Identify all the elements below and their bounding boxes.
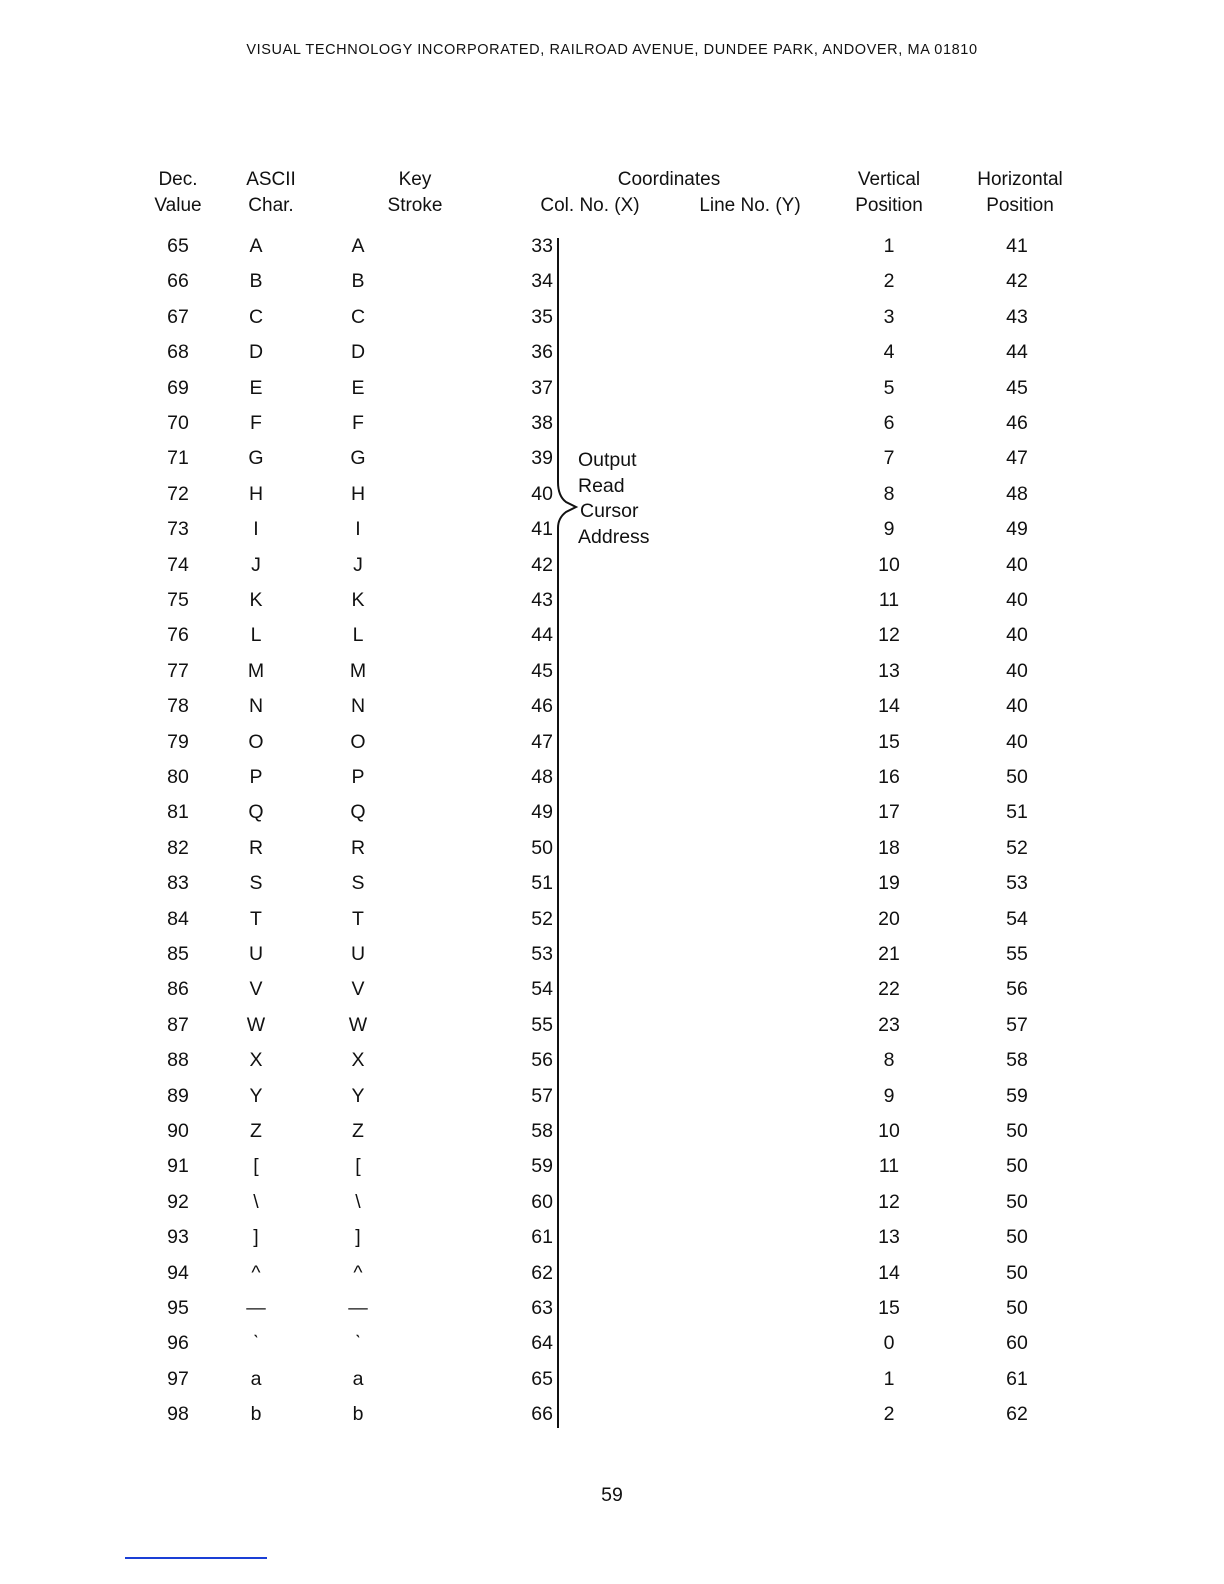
horizontal-position-cell: 50 <box>1006 1261 1028 1284</box>
vertical-position-cell: 1 <box>883 235 895 257</box>
dec-value-cell: 72 <box>167 482 189 505</box>
ascii-char-cell: Q <box>248 801 264 824</box>
col-no-cell: 59 <box>531 1155 553 1178</box>
ascii-char-cell: \ <box>253 1190 259 1213</box>
key-stroke-cell: S <box>351 872 365 895</box>
vertical-position-cell: 22 <box>878 978 900 1001</box>
key-stroke-cell: E <box>351 376 365 399</box>
header-horizontal-line1: Horizontal <box>977 169 1063 190</box>
dec-value-cell: 97 <box>167 1367 189 1390</box>
table-row <box>0 1114 1224 1149</box>
table-row <box>0 1326 1224 1361</box>
key-stroke-cell: — <box>348 1297 368 1319</box>
dec-value-cell: 91 <box>167 1155 189 1178</box>
col-no-cell: 40 <box>531 482 553 505</box>
dec-value-cell: 78 <box>167 695 189 718</box>
dec-value-cell: 98 <box>167 1403 189 1426</box>
ascii-char-cell: b <box>250 1403 262 1426</box>
footer-rule <box>125 1557 267 1559</box>
vertical-position-cell: 15 <box>878 1297 900 1319</box>
ascii-char-cell: T <box>250 907 262 930</box>
horizontal-position-cell: 46 <box>1006 412 1028 434</box>
col-no-cell: 39 <box>531 447 553 470</box>
table-row <box>0 300 1224 335</box>
brace-label-line2: Read <box>578 474 625 497</box>
col-no-cell: 49 <box>531 801 553 824</box>
table-row <box>0 760 1224 795</box>
table-row <box>0 937 1224 972</box>
header-dec-line2: Value <box>154 195 202 216</box>
horizontal-position-cell: 47 <box>1006 447 1028 470</box>
ascii-char-cell: K <box>249 589 263 611</box>
col-no-cell: 66 <box>531 1403 553 1426</box>
dec-value-cell: 79 <box>167 730 189 753</box>
horizontal-position-cell: 48 <box>1006 482 1028 505</box>
col-no-cell: 51 <box>531 872 553 895</box>
dec-value-cell: 89 <box>167 1084 189 1107</box>
key-stroke-cell: J <box>353 553 363 576</box>
ascii-char-cell: M <box>247 659 265 682</box>
vertical-position-cell: 3 <box>883 305 895 328</box>
brace-label <box>578 448 650 550</box>
ascii-char-cell: V <box>249 978 263 1001</box>
header-horizontal-position <box>955 167 1085 219</box>
key-stroke-cell: H <box>350 482 366 505</box>
key-stroke-cell: ^ <box>353 1261 363 1284</box>
table-row <box>0 1185 1224 1220</box>
horizontal-position-cell: 50 <box>1006 1297 1028 1319</box>
key-stroke-cell: b <box>352 1403 364 1426</box>
header-col-no: Col. No. (X) <box>540 195 640 216</box>
key-stroke-cell: ] <box>355 1226 361 1249</box>
table-row <box>0 866 1224 901</box>
horizontal-position-cell: 60 <box>1006 1332 1028 1355</box>
header-horizontal-line2: Position <box>986 195 1054 216</box>
horizontal-position-cell: 50 <box>1006 1120 1028 1142</box>
ascii-char-cell: F <box>250 412 262 434</box>
col-no-cell: 34 <box>531 270 553 293</box>
dec-value-cell: 70 <box>167 412 189 434</box>
col-no-cell: 56 <box>531 1049 553 1072</box>
table-row <box>0 1008 1224 1043</box>
horizontal-position-cell: 40 <box>1006 659 1028 682</box>
ascii-char-cell: O <box>248 730 264 753</box>
col-no-cell: 50 <box>531 836 553 859</box>
col-no-cell: 36 <box>531 341 553 364</box>
dec-value-cell: 69 <box>167 376 189 399</box>
horizontal-position-cell: 40 <box>1006 624 1028 647</box>
horizontal-position-cell: 58 <box>1006 1049 1028 1072</box>
ascii-char-cell: ] <box>253 1226 259 1249</box>
ascii-char-cell: P <box>249 766 263 788</box>
horizontal-position-cell: 50 <box>1006 766 1028 788</box>
dec-value-cell: 65 <box>167 235 189 257</box>
horizontal-position-cell: 40 <box>1006 730 1028 753</box>
dec-value-cell: 94 <box>167 1261 189 1284</box>
vertical-position-cell: 9 <box>883 518 895 541</box>
key-stroke-cell: T <box>352 907 364 930</box>
table-row <box>0 583 1224 618</box>
horizontal-position-cell: 42 <box>1006 270 1028 293</box>
vertical-position-cell: 11 <box>878 589 900 611</box>
table-row <box>0 1256 1224 1291</box>
table-row <box>0 1043 1224 1078</box>
table-row <box>0 1149 1224 1184</box>
table-row <box>0 371 1224 406</box>
dec-value-cell: 88 <box>167 1049 189 1072</box>
ascii-char-cell: W <box>246 1013 266 1036</box>
col-no-cell: 43 <box>531 589 553 611</box>
ascii-char-cell: E <box>249 376 263 399</box>
dec-value-cell: 96 <box>167 1332 189 1355</box>
header-vertical-position <box>834 167 944 219</box>
horizontal-position-cell: 43 <box>1006 305 1028 328</box>
ascii-char-cell: a <box>250 1367 262 1390</box>
brace-label-line4: Address <box>578 525 650 548</box>
bracket-line-top <box>557 238 559 482</box>
header-ascii-line2: Char. <box>248 195 294 216</box>
vertical-position-cell: 14 <box>878 695 900 718</box>
ascii-char-cell: S <box>249 872 263 895</box>
horizontal-position-cell: 50 <box>1006 1155 1028 1178</box>
header-line-no: Line No. (Y) <box>699 195 801 216</box>
vertical-position-cell: 8 <box>883 482 895 505</box>
vertical-position-cell: 23 <box>878 1013 900 1036</box>
dec-value-cell: 81 <box>167 801 189 824</box>
col-no-cell: 35 <box>531 305 553 328</box>
ascii-char-cell: L <box>250 624 262 647</box>
vertical-position-cell: 5 <box>883 376 895 399</box>
vertical-position-cell: 6 <box>883 412 895 434</box>
col-no-cell: 48 <box>531 766 553 788</box>
vertical-position-cell: 4 <box>883 341 895 364</box>
ascii-char-cell: C <box>248 305 264 328</box>
table-row <box>0 1291 1224 1326</box>
key-stroke-cell: R <box>350 836 366 859</box>
dec-value-cell: 68 <box>167 341 189 364</box>
table-row <box>0 654 1224 689</box>
vertical-position-cell: 16 <box>878 766 900 788</box>
ascii-char-cell: H <box>248 482 264 505</box>
horizontal-position-cell: 54 <box>1006 907 1028 930</box>
dec-value-cell: 67 <box>167 305 189 328</box>
vertical-position-cell: 2 <box>883 270 895 293</box>
key-stroke-cell: P <box>351 766 365 788</box>
key-stroke-cell: ˋ <box>354 1332 362 1355</box>
horizontal-position-cell: 40 <box>1006 553 1028 576</box>
page-header: VISUAL TECHNOLOGY INCORPORATED, RAILROAD AVENUE, DUNDEE PARK, ANDOVER, MA 01810 <box>246 42 978 58</box>
col-no-cell: 63 <box>531 1297 553 1319</box>
col-no-cell: 42 <box>531 553 553 576</box>
key-stroke-cell: W <box>348 1013 368 1036</box>
ascii-char-cell: G <box>248 447 264 470</box>
dec-value-cell: 75 <box>167 589 189 611</box>
ascii-char-cell: Z <box>250 1120 262 1142</box>
table-row <box>0 229 1224 264</box>
col-no-cell: 58 <box>531 1120 553 1142</box>
vertical-position-cell: 14 <box>878 1261 900 1284</box>
table-row <box>0 618 1224 653</box>
dec-value-cell: 92 <box>167 1190 189 1213</box>
table-row <box>0 548 1224 583</box>
ascii-char-cell: ˋ <box>252 1332 260 1355</box>
vertical-position-cell: 12 <box>878 1190 900 1213</box>
horizontal-position-cell: 51 <box>1006 801 1028 824</box>
key-stroke-cell: C <box>350 305 366 328</box>
vertical-position-cell: 1 <box>883 1367 895 1390</box>
horizontal-position-cell: 50 <box>1006 1226 1028 1249</box>
key-stroke-cell: L <box>352 624 364 647</box>
key-stroke-cell: M <box>349 659 367 682</box>
table-row <box>0 902 1224 937</box>
bracket-line-bottom <box>557 528 559 1428</box>
horizontal-position-cell: 44 <box>1006 341 1028 364</box>
key-stroke-cell: Z <box>352 1120 364 1142</box>
table-row <box>0 1079 1224 1114</box>
key-stroke-cell: Q <box>350 801 366 824</box>
table-row <box>0 795 1224 830</box>
ascii-char-cell: A <box>249 235 263 257</box>
dec-value-cell: 73 <box>167 518 189 541</box>
table-row <box>0 406 1224 441</box>
dec-value-cell: 82 <box>167 836 189 859</box>
vertical-position-cell: 9 <box>883 1084 895 1107</box>
key-stroke-cell: X <box>351 1049 365 1072</box>
key-stroke-cell: D <box>350 341 366 364</box>
key-stroke-cell: a <box>352 1367 364 1390</box>
col-no-cell: 65 <box>531 1367 553 1390</box>
header-key-line2: Stroke <box>387 195 443 216</box>
header-dec-value <box>128 167 228 219</box>
ascii-char-cell: D <box>248 341 264 364</box>
dec-value-cell: 80 <box>167 766 189 788</box>
dec-value-cell: 76 <box>167 624 189 647</box>
key-stroke-cell: B <box>351 270 365 293</box>
horizontal-position-cell: 53 <box>1006 872 1028 895</box>
dec-value-cell: 93 <box>167 1226 189 1249</box>
brace-label-line3: Cursor <box>580 500 639 522</box>
col-no-cell: 52 <box>531 907 553 930</box>
vertical-position-cell: 18 <box>878 836 900 859</box>
horizontal-position-cell: 40 <box>1006 589 1028 611</box>
ascii-char-cell: N <box>248 695 264 718</box>
col-no-cell: 47 <box>531 730 553 753</box>
dec-value-cell: 85 <box>167 943 189 965</box>
col-no-cell: 53 <box>531 943 553 965</box>
header-vertical-line2: Position <box>855 195 923 216</box>
vertical-position-cell: 12 <box>878 624 900 647</box>
vertical-position-cell: 13 <box>878 1226 900 1249</box>
key-stroke-cell: I <box>355 518 361 541</box>
key-stroke-cell: F <box>352 412 364 434</box>
vertical-position-cell: 0 <box>883 1332 895 1355</box>
vertical-position-cell: 19 <box>878 872 900 895</box>
vertical-position-cell: 11 <box>878 1155 900 1178</box>
bracket-brace <box>556 480 580 530</box>
key-stroke-cell: [ <box>355 1155 361 1178</box>
table-row <box>0 725 1224 760</box>
col-no-cell: 33 <box>531 235 553 257</box>
table-row <box>0 689 1224 724</box>
header-ascii-char <box>221 167 321 219</box>
vertical-position-cell: 10 <box>878 553 900 576</box>
key-stroke-cell: O <box>350 730 366 753</box>
col-no-cell: 61 <box>531 1226 553 1249</box>
vertical-position-cell: 10 <box>878 1120 900 1142</box>
key-stroke-cell: U <box>350 943 366 965</box>
horizontal-position-cell: 61 <box>1006 1367 1028 1390</box>
col-no-cell: 54 <box>531 978 553 1001</box>
dec-value-cell: 77 <box>167 659 189 682</box>
dec-value-cell: 86 <box>167 978 189 1001</box>
table-row <box>0 1362 1224 1397</box>
table-row <box>0 831 1224 866</box>
page-number: 59 <box>601 1484 623 1506</box>
col-no-cell: 41 <box>531 518 553 541</box>
col-no-cell: 57 <box>531 1084 553 1107</box>
col-no-cell: 62 <box>531 1261 553 1284</box>
col-no-cell: 38 <box>531 412 553 434</box>
vertical-position-cell: 13 <box>878 659 900 682</box>
vertical-position-cell: 20 <box>878 907 900 930</box>
key-stroke-cell: V <box>351 978 365 1001</box>
horizontal-position-cell: 40 <box>1006 695 1028 718</box>
dec-value-cell: 87 <box>167 1013 189 1036</box>
horizontal-position-cell: 50 <box>1006 1190 1028 1213</box>
dec-value-cell: 66 <box>167 270 189 293</box>
header-ascii-line1: ASCII <box>246 169 296 190</box>
key-stroke-cell: N <box>350 695 366 718</box>
vertical-position-cell: 2 <box>883 1403 895 1426</box>
ascii-char-cell: — <box>246 1297 266 1319</box>
horizontal-position-cell: 55 <box>1006 943 1028 965</box>
horizontal-position-cell: 41 <box>1006 235 1028 257</box>
col-no-cell: 64 <box>531 1332 553 1355</box>
horizontal-position-cell: 62 <box>1006 1403 1028 1426</box>
horizontal-position-cell: 49 <box>1006 518 1028 541</box>
ascii-char-cell: Y <box>249 1084 263 1107</box>
ascii-char-cell: B <box>249 270 263 293</box>
ascii-char-cell: U <box>248 943 264 965</box>
col-no-cell: 45 <box>531 659 553 682</box>
ascii-char-cell: I <box>253 518 259 541</box>
col-no-cell: 44 <box>531 624 553 647</box>
table-row <box>0 1220 1224 1255</box>
horizontal-position-cell: 52 <box>1006 836 1028 859</box>
dec-value-cell: 83 <box>167 872 189 895</box>
header-vertical-line1: Vertical <box>857 169 921 190</box>
col-no-cell: 55 <box>531 1013 553 1036</box>
vertical-position-cell: 21 <box>878 943 900 965</box>
horizontal-position-cell: 45 <box>1006 376 1028 399</box>
key-stroke-cell: Y <box>351 1084 365 1107</box>
key-stroke-cell: G <box>350 447 366 470</box>
table-row <box>0 972 1224 1007</box>
key-stroke-cell: \ <box>355 1190 361 1213</box>
header-key-line1: Key <box>398 169 432 190</box>
ascii-char-cell: J <box>251 553 261 576</box>
horizontal-position-cell: 56 <box>1006 978 1028 1001</box>
header-key-stroke <box>360 167 470 219</box>
dec-value-cell: 95 <box>167 1297 189 1319</box>
col-no-cell: 37 <box>531 376 553 399</box>
col-no-cell: 60 <box>531 1190 553 1213</box>
horizontal-position-cell: 57 <box>1006 1013 1028 1036</box>
table-row <box>0 335 1224 370</box>
col-no-cell: 46 <box>531 695 553 718</box>
ascii-char-cell: ^ <box>251 1261 261 1284</box>
table-row <box>0 264 1224 299</box>
header-dec-line1: Dec. <box>158 169 198 190</box>
dec-value-cell: 74 <box>167 553 189 576</box>
header-coordinates: Coordinates <box>617 169 721 190</box>
ascii-char-cell: R <box>248 836 264 859</box>
horizontal-position-cell: 59 <box>1006 1084 1028 1107</box>
vertical-position-cell: 8 <box>883 1049 895 1072</box>
vertical-position-cell: 7 <box>883 447 895 470</box>
dec-value-cell: 90 <box>167 1120 189 1142</box>
vertical-position-cell: 15 <box>878 730 900 753</box>
ascii-char-cell: [ <box>253 1155 259 1178</box>
ascii-char-cell: X <box>249 1049 263 1072</box>
vertical-position-cell: 17 <box>878 801 900 824</box>
dec-value-cell: 84 <box>167 907 189 930</box>
key-stroke-cell: A <box>351 235 365 257</box>
key-stroke-cell: K <box>351 589 365 611</box>
brace-label-line1: Output <box>578 449 637 471</box>
dec-value-cell: 71 <box>167 447 189 470</box>
table-row <box>0 1397 1224 1432</box>
